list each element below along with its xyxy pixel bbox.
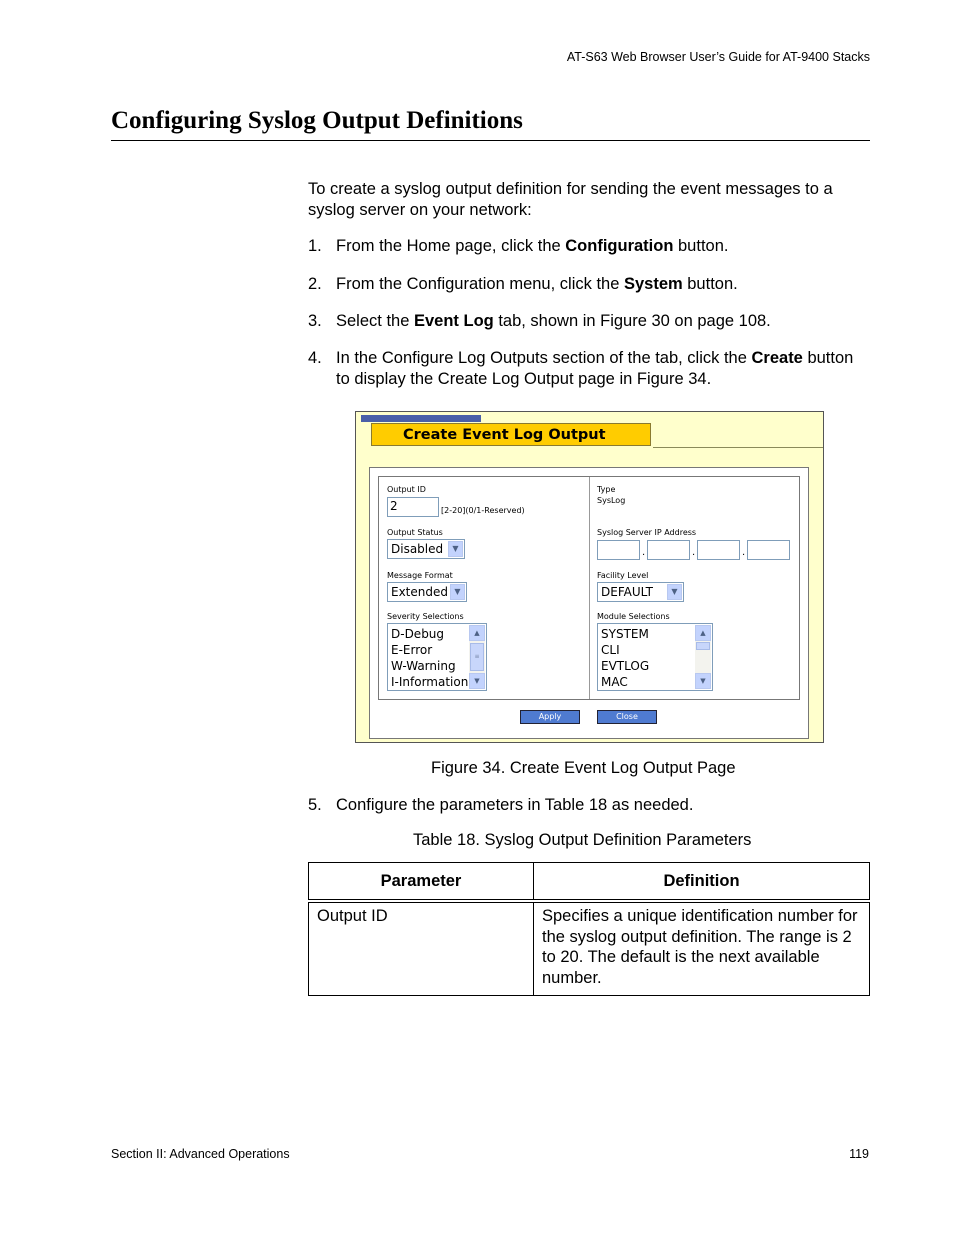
list-item[interactable]: EVTLOG: [601, 659, 650, 673]
list-item[interactable]: D-Debug: [391, 627, 445, 641]
scroll-thumb[interactable]: [696, 642, 710, 650]
list-item[interactable]: I-Information: [391, 675, 469, 689]
facility-level-label: Facility Level: [597, 571, 649, 580]
list-item[interactable]: SYSTEM: [601, 627, 649, 641]
module-listbox[interactable]: [597, 623, 713, 691]
severity-selections-label: Severity Selections: [387, 612, 464, 621]
table-cell-definition: Specifies a unique identification number for the syslog output definition. The range is 2 to 20. The default is the next available number.: [542, 907, 858, 987]
list-item[interactable]: E-Error: [391, 643, 433, 657]
scroll-up-icon[interactable]: ▲: [695, 625, 711, 641]
close-button[interactable]: Close: [597, 710, 657, 724]
title-rule: [111, 140, 870, 141]
table-cell-parameter: Output ID: [317, 907, 388, 925]
form-panel: [369, 467, 809, 739]
output-status-label: Output Status: [387, 528, 443, 537]
table-header-definition: Definition: [533, 862, 870, 900]
message-format-value: Extended: [391, 585, 448, 599]
section-title: Configuring Syslog Output Definitions: [111, 107, 523, 134]
scroll-up-icon[interactable]: ▲: [469, 625, 485, 641]
scrollbar[interactable]: [469, 625, 485, 689]
scrollbar[interactable]: [695, 625, 711, 689]
form-grid: [378, 476, 800, 700]
apply-button[interactable]: Apply: [520, 710, 580, 724]
ip-octet-1-input[interactable]: [597, 540, 640, 560]
page-number: 119: [849, 1147, 869, 1161]
type-value: SysLog: [597, 496, 626, 505]
type-label: Type: [597, 485, 616, 494]
column-divider: [589, 477, 590, 699]
output-status-select[interactable]: [387, 539, 465, 559]
step-number: 3.: [308, 312, 322, 330]
table-caption: Table 18. Syslog Output Definition Parameters: [413, 831, 752, 849]
output-status-value: Disabled: [391, 542, 444, 556]
message-format-label: Message Format: [387, 571, 453, 580]
step-number: 1.: [308, 237, 322, 255]
syslog-server-ip-label: Syslog Server IP Address: [597, 528, 697, 537]
ip-octet-2-input[interactable]: [647, 540, 690, 560]
facility-level-select[interactable]: [597, 582, 684, 602]
facility-level-value: DEFAULT: [601, 585, 653, 599]
window-tab-bar: [361, 415, 481, 422]
output-id-hint: [2-20](0/1-Reserved): [441, 506, 525, 515]
ip-dot: .: [742, 547, 746, 558]
message-format-select[interactable]: [387, 582, 467, 602]
step-number: 2.: [308, 275, 322, 293]
figure-page-title: Create Event Log Output: [371, 423, 651, 446]
step-text: Select the Event Log tab, shown in Figure 30 on page 108.: [336, 312, 771, 330]
table-header-parameter: Parameter: [308, 862, 534, 900]
chevron-down-icon[interactable]: ▼: [450, 584, 465, 600]
ip-dot: .: [642, 547, 646, 558]
ip-octet-3-input[interactable]: [697, 540, 740, 560]
output-id-label: Output ID: [387, 485, 426, 494]
step-text: From the Configuration menu, click the System button.: [336, 275, 738, 293]
output-id-input[interactable]: 2: [387, 497, 439, 517]
chevron-down-icon[interactable]: ▼: [448, 541, 463, 557]
footer-section: Section II: Advanced Operations: [111, 1147, 290, 1161]
step-number: 5.: [308, 796, 322, 814]
intro-paragraph: To create a syslog output definition for sending the event messages to a syslog server on your network:: [308, 180, 833, 219]
create-event-log-output-figure: [355, 411, 824, 743]
ip-octet-4-input[interactable]: [747, 540, 790, 560]
step-number: 4.: [308, 349, 322, 367]
severity-listbox[interactable]: [387, 623, 487, 691]
list-item[interactable]: W-Warning: [391, 659, 456, 673]
running-header: AT-S63 Web Browser User’s Guide for AT-9400 Stacks: [566, 50, 870, 64]
step-text: From the Home page, click the Configuration button.: [336, 237, 729, 255]
step-text: In the Configure Log Outputs section of the tab, click the Create button to display the Create Log Output page in Figure 34.: [336, 349, 854, 388]
parameters-table: [308, 862, 870, 996]
title-underline: [653, 447, 823, 448]
scroll-thumb[interactable]: ≡: [470, 643, 484, 671]
chevron-down-icon[interactable]: ▼: [667, 584, 682, 600]
scroll-down-icon[interactable]: ▼: [469, 673, 485, 689]
ip-dot: .: [692, 547, 696, 558]
list-item[interactable]: MAC: [601, 675, 628, 689]
step-text: Configure the parameters in Table 18 as needed.: [336, 796, 694, 814]
module-selections-label: Module Selections: [597, 612, 670, 621]
list-item[interactable]: CLI: [601, 643, 620, 657]
figure-caption: Figure 34. Create Event Log Output Page: [431, 759, 736, 777]
scroll-down-icon[interactable]: ▼: [695, 673, 711, 689]
